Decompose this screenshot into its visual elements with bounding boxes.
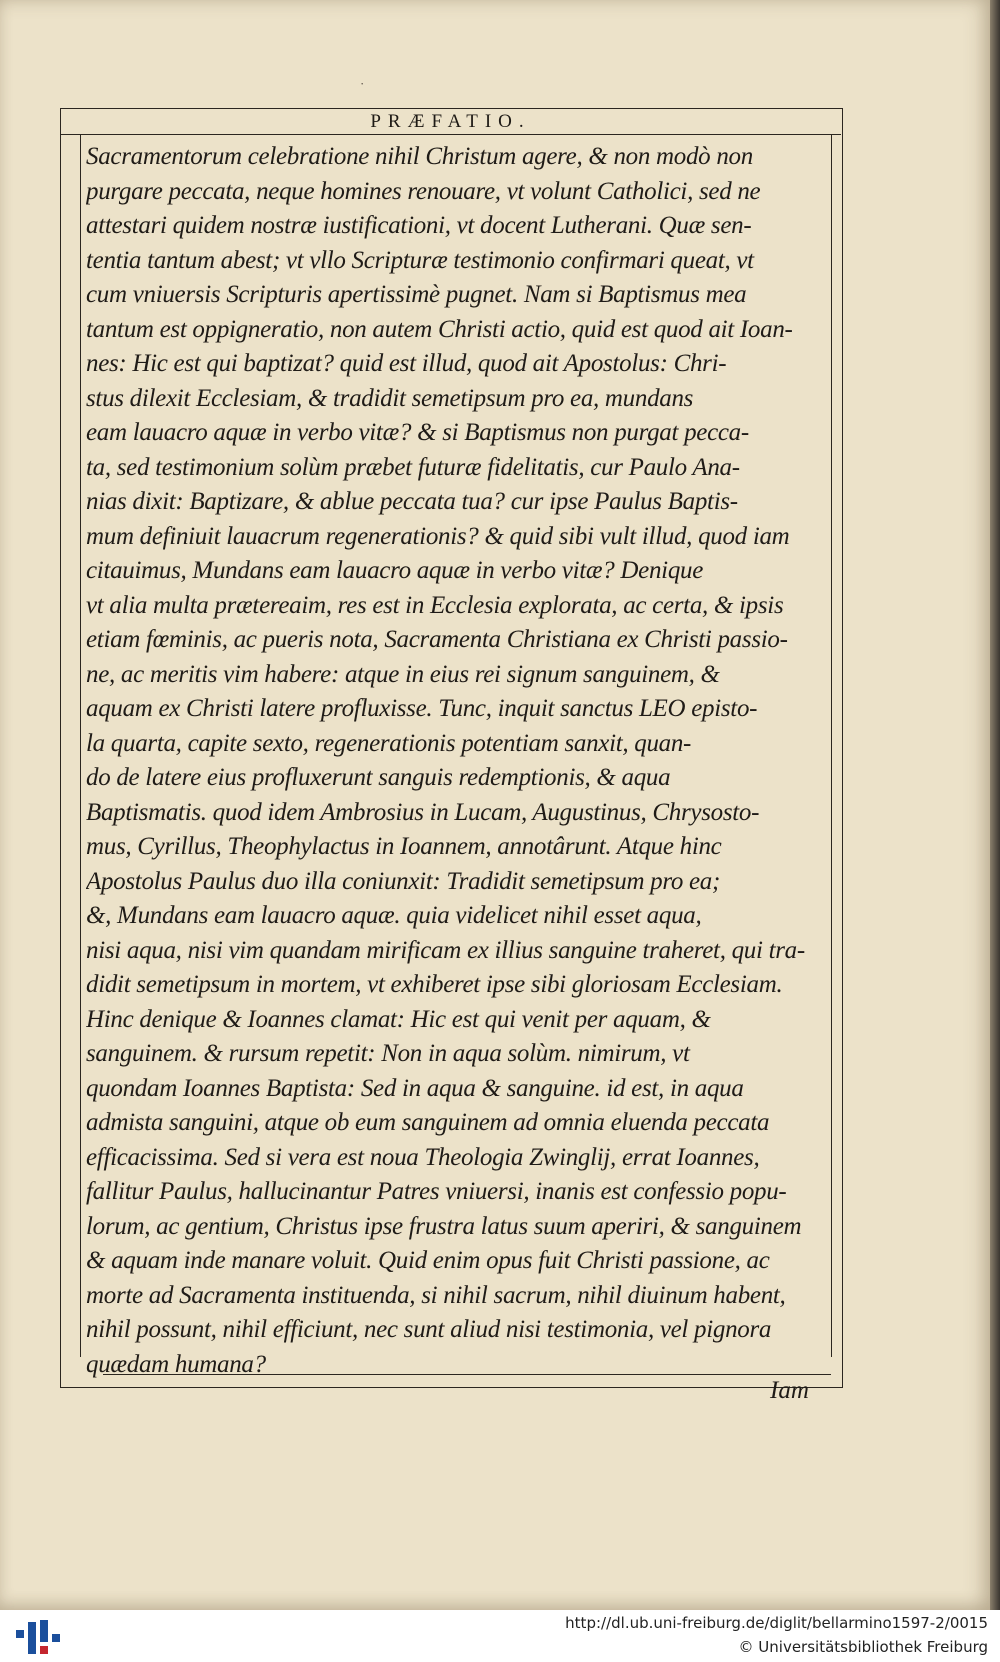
text-line: mum definiuit lauacrum regenerationis? & quid sibi vult illud, quod iam <box>86 522 790 550</box>
catchword: Iam <box>770 1377 809 1404</box>
text-line: didit semetipsum in mortem, vt exhiberet ipse sibi gloriosam Ecclesiam. <box>86 971 783 998</box>
text-line: tentia tantum abest; vt vllo Scripturæ testimonio confirmari queat, vt <box>86 246 754 274</box>
text-line: etiam fœminis, ac pueris nota, Sacramenta Christiana ex Christi passio- <box>86 626 788 653</box>
text-line: admista sanguini, atque ob eum sanguinem ad omnia eluenda peccata <box>86 1109 770 1136</box>
text-line: la quarta, capite sexto, regenerationis potentiam sanxit, quan- <box>86 729 692 757</box>
text-line: lorum, ac gentium, Christus ipse frustra latus suum aperiri, & sanguinem <box>86 1212 802 1240</box>
text-line: nisi aqua, nisi vim quandam mirificam ex illius sanguine traheret, qui tra- <box>86 936 805 964</box>
text-line: tantum est oppigneratio, non autem Christi actio, quid est quod ait Ioan- <box>86 315 793 343</box>
text-line: quædam humana? <box>86 1350 266 1378</box>
text-line: efficacissima. Sed si vera est noua Theologia Zwinglij, errat Ioannes, <box>86 1143 760 1171</box>
text-line: do de latere eius profluxerunt sanguis redemptionis, & aqua <box>86 764 671 791</box>
permalink-url[interactable]: http://dl.ub.uni-freiburg.de/diglit/bellarmino1597-2/0015 <box>565 1614 988 1632</box>
text-line: Hinc denique & Ioannes clamat: Hic est qui venit per aquam, & <box>86 1005 711 1033</box>
text-line: Apostolus Paulus duo illa coniunxit: Tradidit semetipsum pro ea; <box>86 867 721 895</box>
text-line: attestari quidem nostræ iustificationi, vt docent Lutherani. Quæ sen- <box>86 212 752 239</box>
text-line: ne, ac meritis vim habere: atque in eius rei signum sanguinem, & <box>86 660 720 688</box>
text-line: quondam Ioannes Baptista: Sed in aqua & sanguine. id est, in aqua <box>86 1074 744 1102</box>
text-line: nes: Hic est qui baptizat? quid est illud, quod ait Apostolus: Chri- <box>86 350 727 377</box>
text-line: stus dilexit Ecclesiam, & tradidit semetipsum pro ea, mundans <box>86 384 694 412</box>
viewer-footer <box>0 1610 1000 1662</box>
text-line: nihil possunt, nihil efficiunt, nec sunt aliud nisi testimonia, vel pignora <box>86 1316 772 1343</box>
text-line: & aquam inde manare voluit. Quid enim opus fuit Christi passione, ac <box>86 1247 770 1274</box>
text-line: citauimus, Mundans eam lauacro aquæ in verbo vitæ? Denique <box>86 557 704 584</box>
text-line: Sacramentorum celebratione nihil Christum agere, & non modò non <box>86 143 753 170</box>
text-line: sanguinem. & rursum repetit: Non in aqua solùm. nimirum, vt <box>86 1040 690 1067</box>
ornament-mark: · <box>360 76 365 91</box>
text-line: purgare peccata, neque homines renouare, vt volunt Catholici, sed ne <box>86 177 761 205</box>
text-line: morte ad Sacramenta instituenda, si nihil sacrum, nihil diuinum habent, <box>86 1281 786 1309</box>
text-line: aquam ex Christi latere profluxisse. Tunc, inquit sanctus LEO episto- <box>86 695 758 722</box>
text-line: mus, Cyrillus, Theophylactus in Ioannem, annotârunt. Atque hinc <box>86 833 722 860</box>
page-edge <box>990 0 1000 1610</box>
text-line: cum vniuersis Scripturis apertissimè pugnet. Nam si Baptismus mea <box>86 281 747 308</box>
copyright-notice: © Universitätsbibliothek Freiburg <box>738 1638 988 1656</box>
text-line: eam lauacro aquæ in verbo vitæ? & si Baptismus non purgat pecca- <box>86 419 749 446</box>
text-line: &, Mundans eam lauacro aquæ. quia videlicet nihil esset aqua, <box>86 902 702 929</box>
library-logo-icon[interactable] <box>16 1620 60 1656</box>
text-line: ta, sed testimonium solùm præbet futuræ fidelitatis, cur Paulo Ana- <box>86 453 740 481</box>
text-line: fallitur Paulus, hallucinantur Patres vniuersi, inanis est confessio popu- <box>86 1178 787 1205</box>
text-line: vt alia multa prætereaim, res est in Ecclesia explorata, ac certa, & ipsis <box>86 591 784 619</box>
text-line: nias dixit: Baptizare, & ablue peccata tua? cur ipse Paulus Baptis- <box>86 488 738 515</box>
text-line: Baptismatis. quod idem Ambrosius in Lucam, Augustinus, Chrysosto- <box>86 798 760 826</box>
running-head: PRÆFATIO. <box>370 111 531 132</box>
body-text <box>86 140 828 1382</box>
